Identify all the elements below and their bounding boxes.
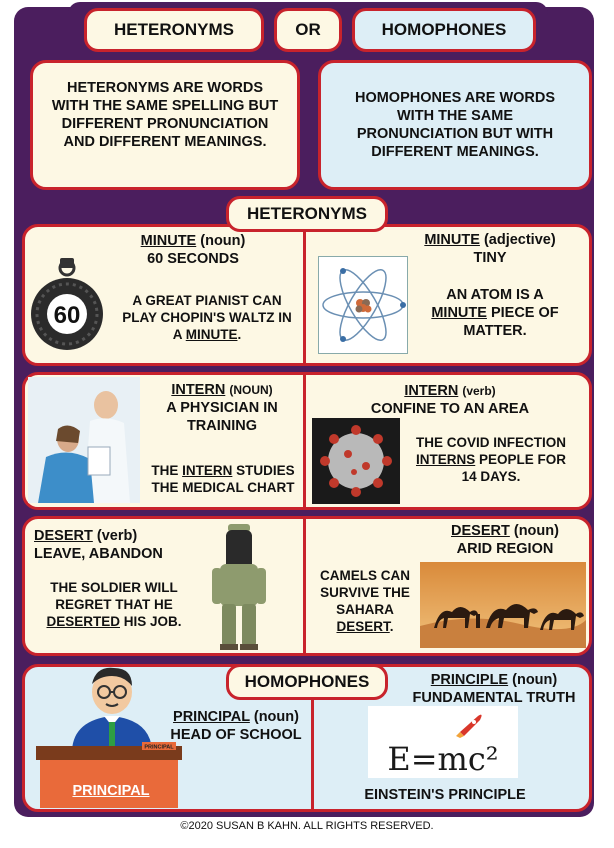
- doctor-intern-photo: [28, 377, 140, 503]
- stopwatch-icon: [30, 252, 104, 356]
- desert-noun-heading: DESERT (noun) ARID REGION: [451, 523, 559, 557]
- principal-heading: PRINCIPAL (noun) HEAD OF SCHOOL: [170, 709, 302, 743]
- intern-noun-sentence: THE INTERN STUDIES THE MEDICAL CHART: [151, 463, 295, 495]
- principal-nameplate: PRINCIPAL: [144, 744, 174, 751]
- soldier-icon: [206, 520, 274, 652]
- stopwatch-label: 60: [53, 302, 81, 329]
- heteronyms-section-title: HETERONYMS: [226, 196, 388, 232]
- principle-caption: EINSTEIN'S PRINCIPLE: [364, 787, 526, 803]
- homophones-section-title: HOMOPHONES: [226, 664, 388, 700]
- homophones-definition: [318, 60, 592, 190]
- desert-verb-heading: DESERT (verb) LEAVE, ABANDON: [34, 528, 163, 562]
- atom-icon: [318, 256, 408, 354]
- formula-text: E=mc²: [387, 740, 499, 778]
- heteronyms-definition: [30, 60, 300, 190]
- homophones-tab: HOMOPHONES: [352, 8, 536, 52]
- row-minute-divider: [303, 226, 306, 364]
- copyright-footer: ©2020 SUSAN B KAHN. ALL RIGHTS RESERVED.: [180, 820, 434, 832]
- intern-verb-heading: INTERN (verb) CONFINE TO AN AREA: [370, 383, 530, 417]
- minute-noun-heading: MINUTE (noun) 60 SECONDS: [140, 233, 246, 267]
- einstein-formula-image: [368, 706, 518, 778]
- heteronyms-definition-text: HETERONYMS ARE WORDS WITH THE SAME SPELLING BUT DIFFERENT PRONUNCIATION AND DIFFERENT MEANINGS.: [51, 80, 279, 150]
- minute-noun-sentence: A GREAT PIANIST CAN PLAY CHOPIN'S WALTZ IN A MINUTE.: [122, 293, 292, 342]
- principal-desk-label: PRINCIPAL: [72, 783, 150, 799]
- heteronyms-tab: HETERONYMS: [84, 8, 264, 52]
- minute-adjective-sentence: AN ATOM IS A MINUTE PIECE OF MATTER.: [431, 287, 559, 339]
- virus-icon: [312, 418, 400, 504]
- intern-verb-sentence: THE COVID INFECTION INTERNS PEOPLE FOR 14 DAYS.: [415, 435, 567, 484]
- desert-noun-sentence: CAMELS CAN SURVIVE THE SAHARA DESERT.: [320, 568, 410, 634]
- principle-heading: PRINCIPLE (noun) FUNDAMENTAL TRUTH: [412, 672, 576, 706]
- camels-desert-photo: [420, 562, 586, 648]
- homophones-definition-text: HOMOPHONES ARE WORDS WITH THE SAME PRONUNCIATION BUT WITH DIFFERENT MEANINGS.: [354, 90, 556, 160]
- intern-noun-heading: INTERN (NOUN) A PHYSICIAN IN TRAINING: [166, 382, 278, 434]
- or-tab: OR: [274, 8, 342, 52]
- row-desert-divider: [303, 518, 306, 654]
- minute-adjective-heading: MINUTE (adjective) TINY: [424, 232, 556, 266]
- desert-verb-sentence: THE SOLDIER WILL REGRET THAT HE DESERTED HIS JOB.: [46, 580, 182, 629]
